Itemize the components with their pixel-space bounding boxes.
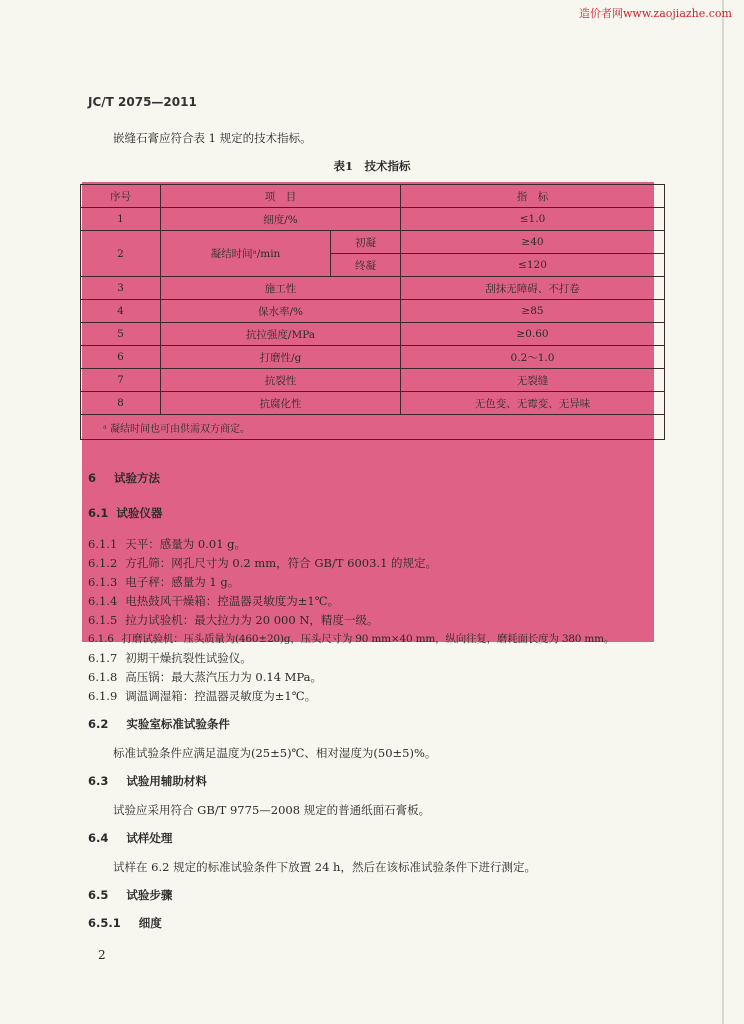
row-no: 8 xyxy=(81,392,161,415)
list-item xyxy=(88,669,322,685)
section-title: 细度 xyxy=(138,916,162,930)
table-header-row xyxy=(81,185,665,208)
list-item xyxy=(88,612,378,628)
item-text: 方孔筛：网孔尺寸为 0.2 mm，符合 GB/T 6003.1 的规定。 xyxy=(125,556,438,570)
table-title: 表1 技术指标 xyxy=(333,159,411,173)
row-no: 1 xyxy=(81,208,161,231)
item-number: 6.1.6 xyxy=(88,633,114,645)
intro-paragraph: 嵌缝石膏应符合表 1 规定的技术指标。 xyxy=(113,131,312,145)
section-title: 试样处理 xyxy=(126,831,173,845)
section-heading xyxy=(88,773,207,789)
table-row xyxy=(81,208,665,231)
section-number: 6.2 xyxy=(88,717,109,731)
table-row xyxy=(81,346,665,369)
list-item xyxy=(88,593,339,609)
item-text: 初期干燥抗裂性试验仪。 xyxy=(125,651,252,665)
row-item: 抗裂性 xyxy=(161,369,401,392)
section-title: 实验室标准试验条件 xyxy=(126,717,230,731)
item-text: 调温调湿箱：控温器灵敏度为±1℃。 xyxy=(125,689,317,703)
item-number: 6.1.1 xyxy=(88,537,118,551)
section-number: 6.4 xyxy=(88,831,109,845)
header-item: 项 目 xyxy=(161,185,401,208)
section-heading xyxy=(88,830,172,846)
list-item xyxy=(88,555,437,571)
item-text: 电子秤：感量为 1 g。 xyxy=(125,575,240,589)
row-subitem: 终凝 xyxy=(331,254,401,277)
watermark-text: 造价者网www.zaojiazhe.com xyxy=(578,7,732,20)
row-item: 保水率/% xyxy=(161,300,401,323)
item-text: 天平：感量为 0.01 g。 xyxy=(125,537,247,551)
item-text: 电热鼓风干燥箱：控温器灵敏度为±1℃。 xyxy=(125,594,340,608)
standard-id: JC/T 2075—2011 xyxy=(88,95,197,109)
row-item: 抗拉强度/MPa xyxy=(161,323,401,346)
row-index: 0.2～1.0 xyxy=(401,346,665,369)
section-title: 试验方法 xyxy=(114,471,161,485)
table-note-row xyxy=(81,415,665,440)
row-no: 6 xyxy=(81,346,161,369)
list-item xyxy=(88,650,252,666)
row-subitem: 初凝 xyxy=(331,231,401,254)
section-title: 试验用辅助材料 xyxy=(126,774,207,788)
row-index: 无裂缝 xyxy=(401,369,665,392)
table-row xyxy=(81,392,665,415)
list-item xyxy=(88,536,246,552)
item-number: 6.1.8 xyxy=(88,670,118,684)
row-no: 3 xyxy=(81,277,161,300)
row-no: 7 xyxy=(81,369,161,392)
row-index: ≥40 xyxy=(401,231,665,254)
section-number: 6 xyxy=(88,471,97,485)
list-item xyxy=(88,574,239,590)
section-number: 6.1 xyxy=(88,506,109,520)
item-number: 6.1.3 xyxy=(88,575,118,589)
spec-table xyxy=(80,184,665,440)
row-no: 4 xyxy=(81,300,161,323)
section-number: 6.5.1 xyxy=(88,916,121,930)
table-row xyxy=(81,277,665,300)
section-number: 6.3 xyxy=(88,774,109,788)
table-row xyxy=(81,369,665,392)
section-heading xyxy=(88,716,230,732)
table-row xyxy=(81,300,665,323)
row-no: 5 xyxy=(81,323,161,346)
row-index: ≥85 xyxy=(401,300,665,323)
list-item xyxy=(88,688,316,704)
item-number: 6.1.5 xyxy=(88,613,118,627)
section-heading xyxy=(88,505,162,521)
item-number: 6.1.2 xyxy=(88,556,118,570)
row-item: 凝结时间ᵃ/min xyxy=(161,231,331,277)
list-item xyxy=(88,631,614,646)
section-heading xyxy=(88,470,160,486)
row-index: ≤1.0 xyxy=(401,208,665,231)
item-text: 拉力试验机：最大拉力为 20 000 N，精度一级。 xyxy=(125,613,379,627)
header-index: 指 标 xyxy=(401,185,665,208)
row-index: ≤120 xyxy=(401,254,665,277)
row-index: ≥0.60 xyxy=(401,323,665,346)
section-body: 试样在 6.2 规定的标准试验条件下放置 24 h，然后在该标准试验条件下进行测定。 xyxy=(113,860,536,874)
item-number: 6.1.9 xyxy=(88,689,118,703)
table-row xyxy=(81,323,665,346)
item-text: 高压锅：最大蒸汽压力为 0.14 MPa。 xyxy=(125,670,323,684)
header-no: 序号 xyxy=(81,185,161,208)
row-item: 细度/% xyxy=(161,208,401,231)
row-item: 打磨性/g xyxy=(161,346,401,369)
section-body: 标准试验条件应满足温度为(25±5)℃、相对湿度为(50±5)%。 xyxy=(113,746,437,760)
row-item: 抗腐化性 xyxy=(161,392,401,415)
section-heading xyxy=(88,915,162,931)
item-number: 6.1.7 xyxy=(88,651,118,665)
row-index: 刮抹无障碍、不打卷 xyxy=(401,277,665,300)
page-edge xyxy=(722,0,724,1024)
row-no: 2 xyxy=(81,231,161,277)
section-body: 试验应采用符合 GB/T 9775—2008 规定的普通纸面石膏板。 xyxy=(113,803,431,817)
row-index: 无色变、无霉变、无异味 xyxy=(401,392,665,415)
row-item: 施工性 xyxy=(161,277,401,300)
page-number: 2 xyxy=(98,948,106,962)
item-number: 6.1.4 xyxy=(88,594,118,608)
table-note: ᵃ 凝结时间也可由供需双方商定。 xyxy=(81,415,665,440)
table-row xyxy=(81,231,665,254)
section-heading xyxy=(88,887,172,903)
item-text: 打磨试验机：压头质量为(460±20)g，压头尺寸为 90 mm×40 mm，纵向往复，磨耗面长度为 380 mm。 xyxy=(121,633,615,645)
section-number: 6.5 xyxy=(88,888,109,902)
section-title: 试验步骤 xyxy=(126,888,173,902)
section-title: 试验仪器 xyxy=(116,506,163,520)
